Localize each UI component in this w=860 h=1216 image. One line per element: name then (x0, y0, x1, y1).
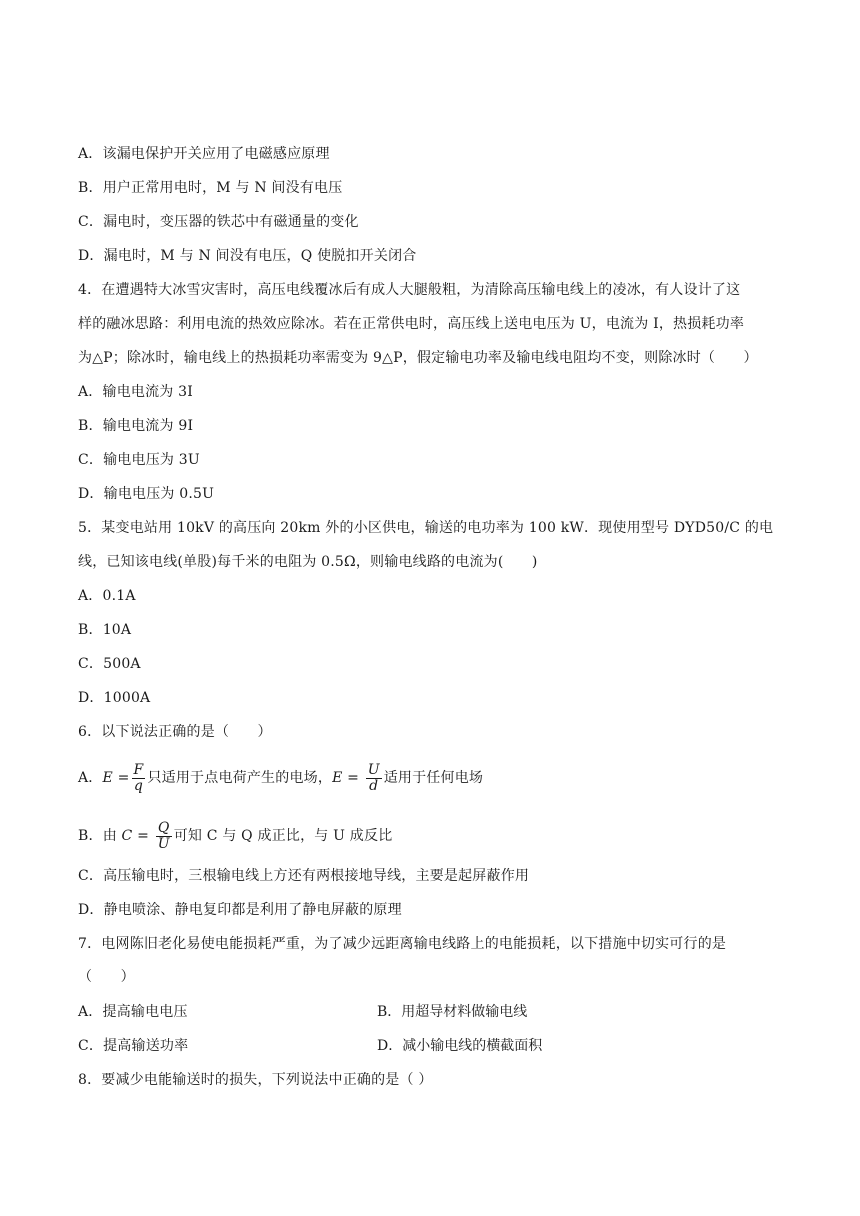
q6-option-b-fraction-denominator: U (157, 835, 170, 852)
q6-option-a-prefix: A． (78, 770, 103, 786)
q6-option-a-suffix: 适用于任何电场 (383, 770, 484, 786)
q5-stem-line2: 线，已知该电线(单股)每千米的电阻为 0.5Ω，则输电线路的电流为( ) (78, 554, 538, 570)
q7-stem-line2: （ ） (78, 969, 135, 985)
q5-option-a: A．0.1A (78, 588, 136, 604)
q7-option-a: A．提高输电电压 (78, 1004, 188, 1020)
q5-option-d: D．1000A (78, 690, 151, 706)
q6-option-b-fraction-numerator: Q (156, 821, 172, 837)
q4-option-b: B．输电电流为 9I (78, 418, 194, 434)
q7-option-c: C．提高输送功率 (78, 1038, 189, 1054)
q4-stem-line2: 样的融冰思路：利用电流的热效应除冰。若在正常供电时，高压线上送电电压为 U，电流为 I，热损耗功率 (78, 316, 745, 332)
q4-option-a: A．输电电流为 3I (78, 384, 193, 400)
q3-option-d: D．漏电时，M 与 N 间没有电压，Q 使脱扣开关闭合 (78, 248, 417, 264)
q6-option-d: D．静电喷涂、静电复印都是利用了静电屏蔽的原理 (78, 902, 402, 918)
q6-option-a-fraction-2-denominator: d (369, 777, 379, 794)
q6-option-a-fraction-2 (366, 763, 382, 794)
q6-option-b (78, 818, 392, 854)
q6-option-b-fraction (156, 821, 172, 852)
q3-option-b: B．用户正常用电时，M 与 N 间没有电压 (78, 180, 343, 196)
q6-option-a (78, 760, 483, 796)
q6-option-a-fraction-1-denominator: q (133, 777, 144, 794)
q4-stem-line1: 4．在遭遇特大冰雪灾害时，高压电线覆冰后有成人大腿般粗，为清除高压输电线上的凌冰，有人设计了这 (78, 282, 741, 298)
q7-option-d: D．减小输电线的横截面积 (377, 1038, 543, 1054)
q7-option-b: B．用超导材料做输电线 (377, 1004, 528, 1020)
q4-option-c: C．输电电压为 3U (78, 452, 200, 468)
q6-option-a-mid: 只适用于点电荷产生的电场， (147, 770, 333, 786)
q5-stem-line1: 5．某变电站用 10kV 的高压向 20km 外的小区供电，输送的电功率为 100 kW．现使用型号 DYD50/C 的电 (78, 520, 774, 536)
q4-stem-line3: 为△P；除冰时，输电线上的热损耗功率需变为 9△P，假定输电功率及输电线电阻均不变，则除冰时（ ） (78, 350, 758, 366)
q3-option-c: C．漏电时，变压器的铁芯中有磁通量的变化 (78, 214, 359, 230)
q6-option-b-suffix: 可知 C 与 Q 成正比，与 U 成反比 (173, 828, 393, 844)
q6-option-a-eq1-lhs: E = (102, 770, 130, 786)
q6-option-a-fraction-2-numerator: U (367, 761, 380, 778)
q6-option-a-fraction-1 (132, 763, 146, 794)
q6-option-c: C．高压输电时，三根输电线上方还有两根接地导线，主要是起屏蔽作用 (78, 868, 530, 884)
q7-stem-line1: 7．电网陈旧老化易使电能损耗严重，为了减少远距离输电线路上的电能损耗，以下措施中切实可行的是 (78, 936, 727, 952)
q5-option-c: C．500A (78, 656, 141, 672)
q6-option-a-eq2-lhs: E = (332, 770, 360, 786)
q6-stem: 6．以下说法正确的是（ ） (78, 724, 272, 740)
q8-stem: 8．要减少电能输送时的损失，下列说法中正确的是（ ） (78, 1072, 433, 1088)
q5-option-b: B．10A (78, 622, 132, 638)
q4-option-d: D．输电电压为 0.5U (78, 486, 215, 502)
q3-option-a: A．该漏电保护开关应用了电磁感应原理 (78, 146, 330, 162)
q6-option-b-eq-lhs: C = (121, 828, 150, 844)
q6-option-a-fraction-1-numerator: F (133, 761, 144, 778)
q6-option-b-prefix: B．由 (78, 828, 117, 844)
